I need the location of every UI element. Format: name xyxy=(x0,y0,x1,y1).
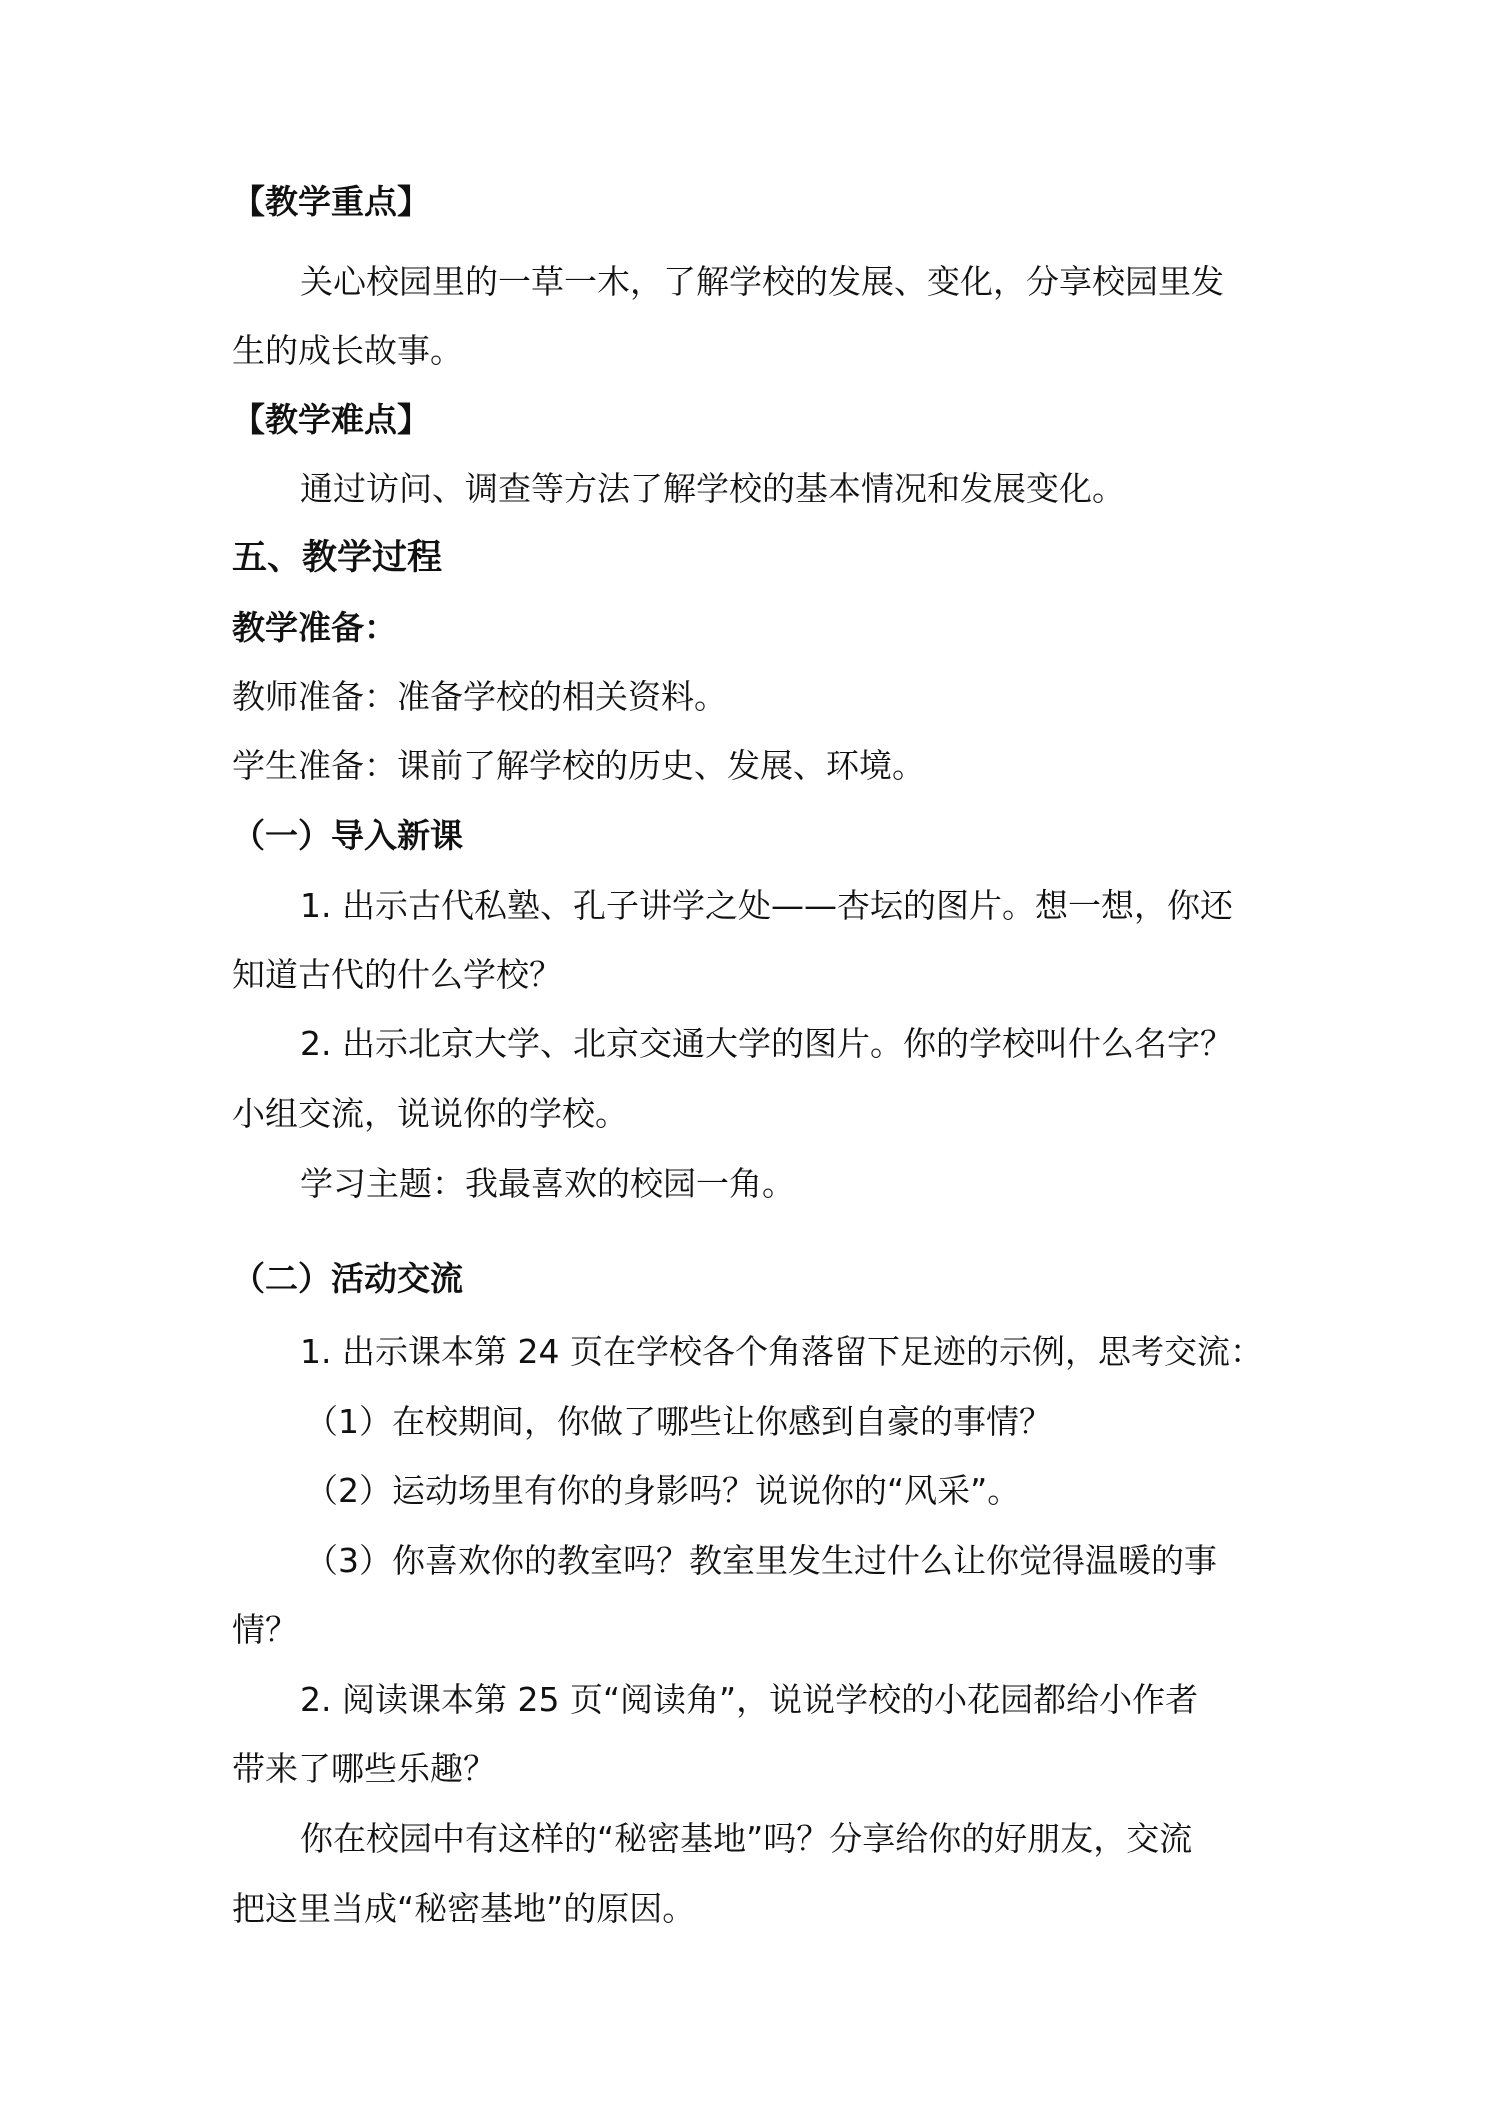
part2-item1: 1. 出示课本第 24 页在学校各个角落留下足迹的示例，思考交流： xyxy=(300,1332,1263,1371)
secret-base-line-2: 把这里当成“秘密基地”的原因。 xyxy=(232,1889,696,1928)
student-preparation: 学生准备：课前了解学校的历史、发展、环境。 xyxy=(232,746,925,785)
part2-item2-line-2: 带来了哪些乐趣？ xyxy=(232,1749,496,1788)
heading-teaching-focus: 【教学重点】 xyxy=(232,182,430,221)
part1-item2-line-1: 2. 出示北京大学、北京交通大学的图片。你的学校叫什么名字？ xyxy=(300,1024,1233,1063)
part2-question-3-line-1: （3）你喜欢你的教室吗？教室里发生过什么让你觉得温暖的事 xyxy=(305,1541,1217,1580)
part1-item2-line-2: 小组交流，说说你的学校。 xyxy=(232,1094,628,1133)
secret-base-line-1: 你在校园中有这样的“秘密基地”吗？分享给你的好朋友，交流 xyxy=(300,1819,1193,1858)
part2-item2-line-1: 2. 阅读课本第 25 页“阅读角”，说说学校的小花园都给小作者 xyxy=(300,1680,1199,1719)
part1-item1-line-2: 知道古代的什么学校？ xyxy=(232,955,562,994)
focus-paragraph-line-1: 关心校园里的一草一木，了解学校的发展、变化，分享校园里发 xyxy=(300,262,1224,301)
section-teaching-process: 五、教学过程 xyxy=(232,538,443,578)
heading-teaching-difficulty: 【教学难点】 xyxy=(232,400,430,439)
part2-question-2: （2）运动场里有你的身影吗？说说你的“风采”。 xyxy=(305,1471,1021,1510)
focus-paragraph-line-2: 生的成长故事。 xyxy=(232,331,463,370)
heading-part-2: （二）活动交流 xyxy=(232,1259,463,1298)
teacher-preparation: 教师准备：准备学校的相关资料。 xyxy=(232,677,727,716)
part2-question-3-line-2: 情？ xyxy=(232,1610,298,1649)
part2-question-1: （1）在校期间，你做了哪些让你感到自豪的事情？ xyxy=(305,1402,1052,1441)
heading-teaching-preparation: 教学准备： xyxy=(232,608,397,647)
heading-part-1: （一）导入新课 xyxy=(232,816,463,855)
learning-theme: 学习主题：我最喜欢的校园一角。 xyxy=(300,1164,795,1203)
part1-item1-line-1: 1. 出示古代私塾、孔子讲学之处——杏坛的图片。想一想，你还 xyxy=(300,886,1233,925)
difficulty-paragraph: 通过访问、调查等方法了解学校的基本情况和发展变化。 xyxy=(300,469,1125,508)
